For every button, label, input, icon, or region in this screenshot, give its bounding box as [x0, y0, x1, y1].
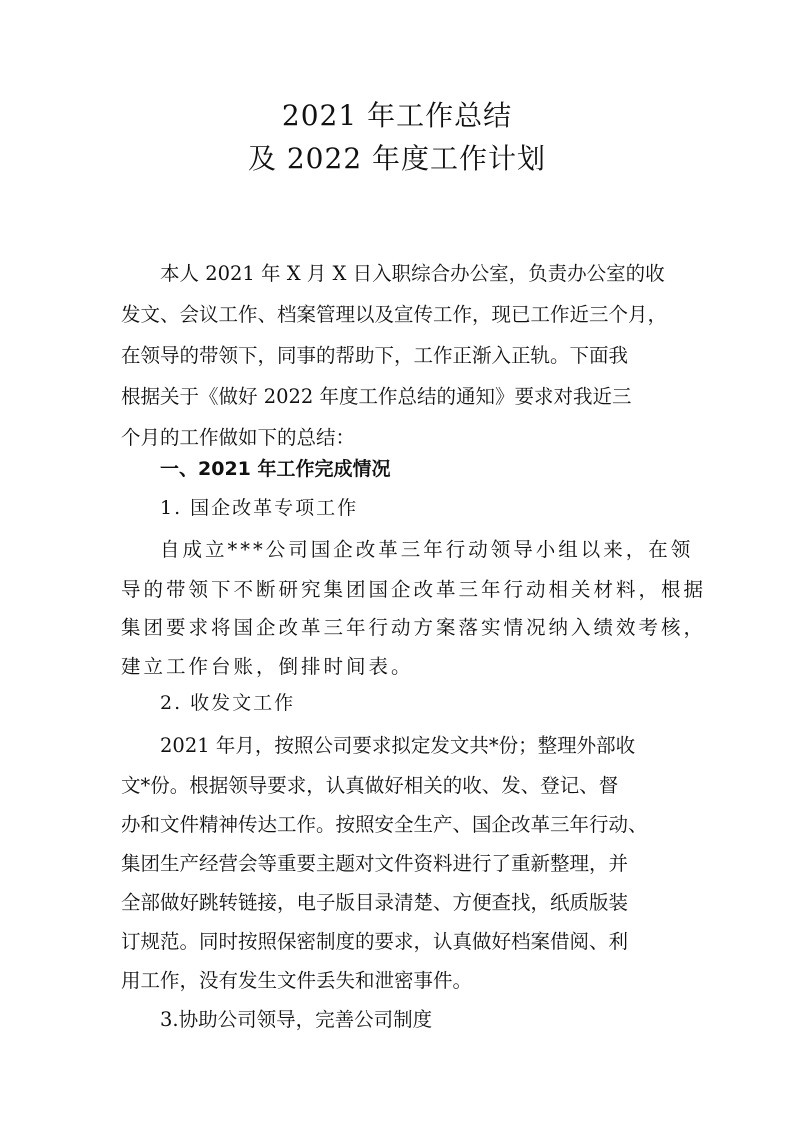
- intro-line-2: 发文、会议工作、档案管理以及宣传工作，现已工作近三个月，: [121, 303, 668, 326]
- item-2-line-5: 全部做好跳转链接，电子版目录清楚、方便查找，纸质版装: [121, 891, 629, 914]
- item-2-line-3: 办和文件精神传达工作。按照安全生产、国企改革三年行动、: [121, 813, 648, 836]
- item-2-line-4: 集团生产经营会等重要主题对文件资料进行了重新整理，并: [121, 852, 629, 875]
- intro-line-1: 本人 2021 年 X 月 X 日入职综合办公室，负责办公室的收: [160, 262, 665, 285]
- intro-line-4: 根据关于《做好 2022 年度工作总结的通知》要求对我近三: [121, 385, 632, 408]
- item-2-line-7: 用工作，没有发生文件丢失和泄密事件。: [121, 969, 473, 992]
- item-1-line-3: 集团要求将国企改革三年行动方案落实情况纳入绩效考核，: [121, 616, 707, 639]
- section-heading-1: 一、2021 年工作完成情况: [160, 458, 391, 480]
- item-3-title: 3.协助公司领导，完善公司制度: [160, 1008, 433, 1031]
- item-2-line-2: 文*份。根据领导要求，认真做好相关的收、发、登记、督: [121, 774, 619, 797]
- document-title-line-2: 及 2022 年度工作计划: [247, 142, 547, 175]
- item-1-line-1: 自成立***公司国企改革三年行动领导小组以来，在领: [160, 538, 694, 561]
- intro-line-5: 个月的工作做如下的总结：: [121, 426, 356, 449]
- item-1-line-2: 导的带领下不断研究集团国企改革三年行动相关材料，根据: [121, 578, 707, 601]
- intro-line-3: 在领导的带领下，同事的帮助下，工作正渐入正轨。下面我: [121, 344, 629, 367]
- document-title-line-1: 2021 年工作总结: [281, 99, 513, 132]
- item-2-line-6: 订规范。同时按照保密制度的要求，认真做好档案借阅、利: [121, 930, 629, 953]
- item-1-line-4: 建立工作台账，倒排时间表。: [121, 655, 414, 678]
- item-1-title: 1. 国企改革专项工作: [160, 497, 359, 519]
- item-2-title: 2. 收发文工作: [160, 692, 296, 714]
- item-2-line-1: 2021 年月，按照公司要求拟定发文共*份；整理外部收: [160, 734, 636, 757]
